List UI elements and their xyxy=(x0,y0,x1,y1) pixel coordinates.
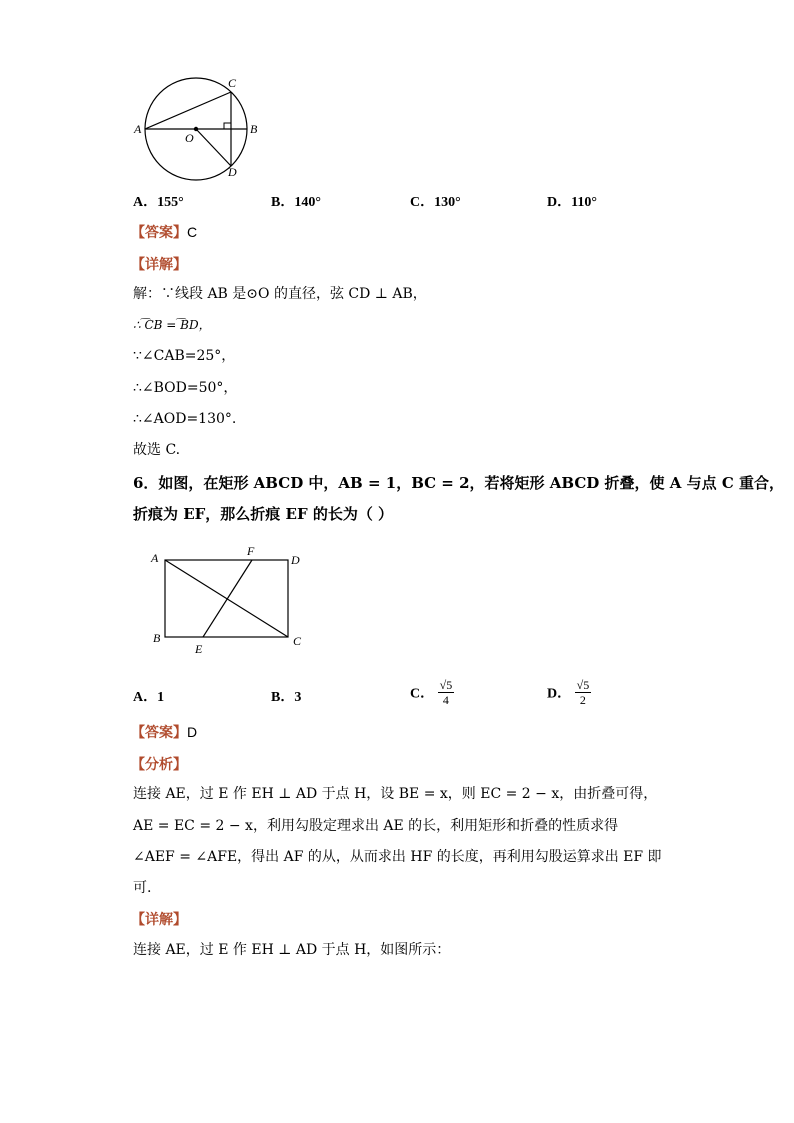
q5-detail-tag: 【详解】 xyxy=(131,257,187,273)
label-b: B xyxy=(153,631,161,645)
q5-option-c: C．130° xyxy=(410,195,461,210)
q6-analysis-line: ∠AEF = ∠AFE，得出 AF 的从，从而求出 HF 的长度，再利用勾股运算求出 EF 即 xyxy=(133,849,662,865)
center-point xyxy=(194,127,198,131)
q5-option-d: D．110° xyxy=(547,195,597,210)
q6-analysis-line: AE = EC = 2 − x，利用勾股定理求出 AE 的长，利用矩形和折叠的性质求得 xyxy=(133,818,619,834)
q6-detail-line: 连接 AE，过 E 作 EH ⊥ AD 于点 H，如图所示： xyxy=(133,942,451,958)
q6-option-d: D． $\frac{√5}{2}$ xyxy=(547,678,590,707)
answer-tag: 【答案】 xyxy=(131,725,187,741)
answer-value: D xyxy=(187,724,198,740)
q5-detail-line: ∴∠AOD=130°. xyxy=(133,411,237,427)
q5-detail-line: 解：∵线段 AB 是⊙O 的直径，弦 CD ⊥ AB， xyxy=(133,286,427,302)
label-e: E xyxy=(195,642,203,656)
q6-analysis-tag: 【分析】 xyxy=(131,757,187,773)
q6-analysis-line: 连接 AE，过 E 作 EH ⊥ AD 于点 H，设 BE = x，则 EC = 2 − x，由折叠可得， xyxy=(133,786,658,802)
label-b: B xyxy=(250,122,258,136)
q6-option-b: B．3 xyxy=(271,690,302,705)
right-angle-mark xyxy=(224,123,231,129)
q5-detail-line: ∵∠CAB=25°， xyxy=(133,348,236,364)
fraction: $\frac{√5}{4}$ xyxy=(439,678,453,707)
q6-question-line: 折痕为 EF，那么折痕 EF 的长为（ ） xyxy=(133,505,394,523)
segment-ac xyxy=(145,92,231,129)
label-o: O xyxy=(185,131,194,145)
crease-ef xyxy=(203,560,252,637)
label-c: C xyxy=(293,634,302,648)
label-a: A xyxy=(134,122,142,136)
label-d: D xyxy=(228,165,237,179)
answer-tag: 【答案】 xyxy=(131,225,187,241)
label-f: F xyxy=(247,544,255,558)
rectangle-figure xyxy=(145,540,315,658)
q6-question-line: 6．如图，在矩形 ABCD 中，AB = 1，BC = 2，若将矩形 ABCD 折叠，使 A 与点 C 重合， xyxy=(133,474,784,492)
q6-answer xyxy=(131,722,197,742)
label-a: A xyxy=(151,551,159,565)
answer-value: C xyxy=(187,224,198,240)
diagonal-ac xyxy=(165,560,288,637)
q5-option-b: B．140° xyxy=(271,195,321,210)
q5-detail-line: 故选 C. xyxy=(133,442,181,458)
q6-detail-tag: 【详解】 xyxy=(131,912,187,928)
label-c: C xyxy=(228,76,237,90)
q6-option-a: A．1 xyxy=(133,690,165,705)
q6-analysis-line: 可. xyxy=(133,880,152,896)
q5-detail-line: ∴ ͡CB = ͡BD， xyxy=(133,318,211,332)
q6-option-c: C． $\frac{√5}{4}$ xyxy=(410,678,453,707)
q5-option-a: A．155° xyxy=(133,195,184,210)
q5-detail-line: ∴∠BOD=50°， xyxy=(133,380,238,396)
segment-od xyxy=(196,129,231,166)
circle-figure xyxy=(128,70,268,182)
fraction: $\frac{√5}{2}$ xyxy=(576,678,590,707)
q5-answer xyxy=(131,222,197,242)
label-d: D xyxy=(291,553,300,567)
